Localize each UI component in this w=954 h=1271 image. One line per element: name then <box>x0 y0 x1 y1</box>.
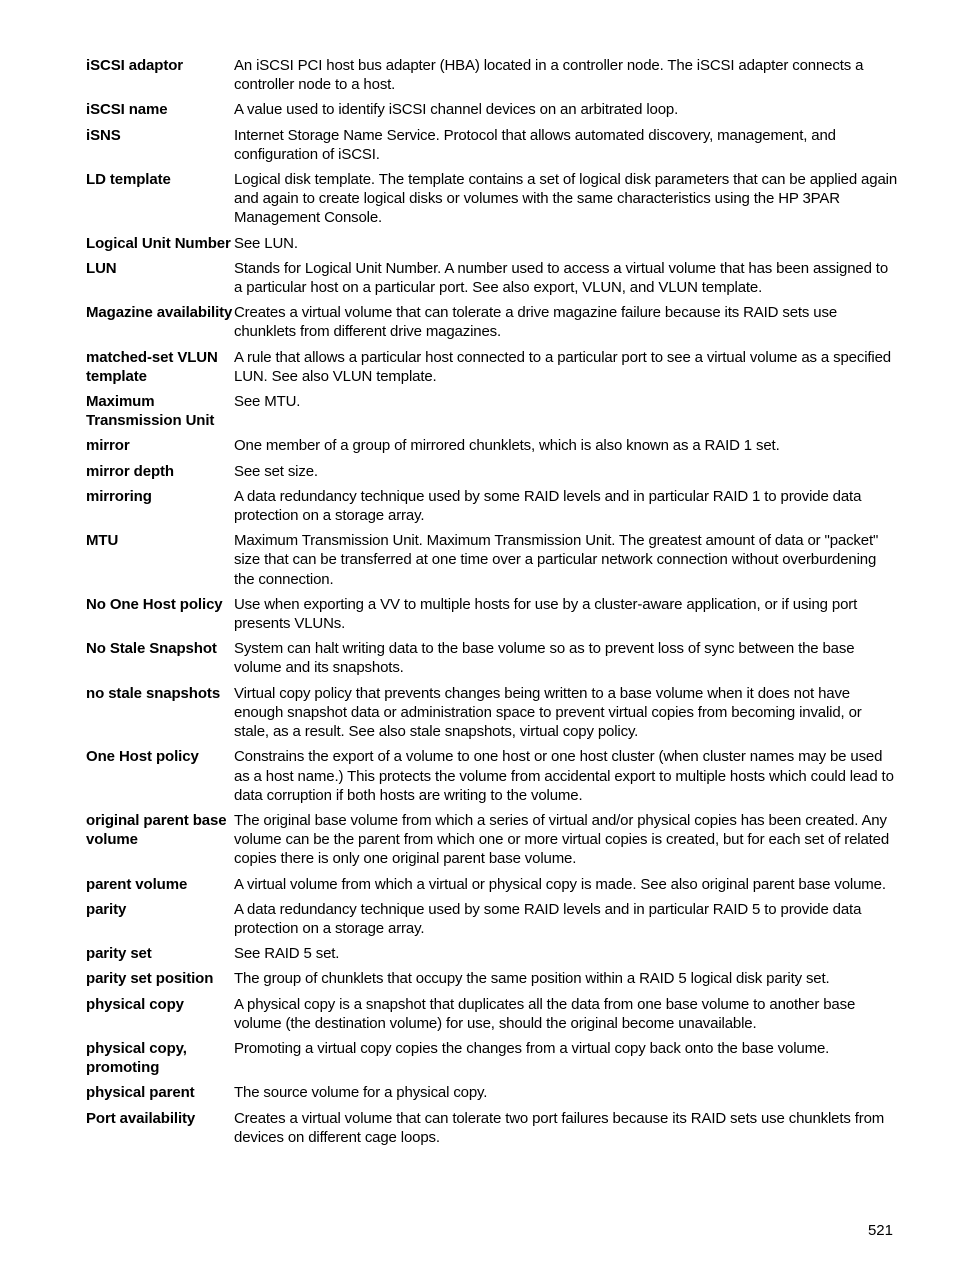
glossary-entry <box>86 392 898 430</box>
glossary-definition: A physical copy is a snapshot that duplicates all the data from one base volume to another base volume (the destination volume) for use, should the original become unavailable. <box>234 995 856 1032</box>
glossary-term: iSNS <box>86 126 121 144</box>
glossary-list <box>86 56 898 1153</box>
glossary-definition: A data redundancy technique used by some RAID levels and in particular RAID 5 to provide data protection on a storage array. <box>234 900 862 937</box>
glossary-term: mirror depth <box>86 462 174 480</box>
glossary-entry <box>86 875 898 894</box>
glossary-entry <box>86 995 898 1033</box>
glossary-definition: See MTU. <box>234 393 301 411</box>
page-number: 521 <box>867 1222 893 1239</box>
glossary-definition: Logical disk template. The template contains a set of logical disk parameters that can be applied again and again to create logical disks or volumes with the same characteristics using the HP 3PAR Management Console. <box>234 171 898 227</box>
glossary-entry <box>86 684 898 742</box>
glossary-definition: A virtual volume from which a virtual or physical copy is made. See also original parent base volume. <box>234 875 886 893</box>
glossary-term: mirror <box>86 437 130 455</box>
glossary-definition: Creates a virtual volume that can tolerate two port failures because its RAID sets use chunklets from devices on different cage loops. <box>234 1109 885 1146</box>
glossary-term: parity set position <box>86 970 214 988</box>
glossary-definition: Virtual copy policy that prevents changes being written to a base volume when it does not have enough snapshot data or administration space to prevent virtual copies from becoming invalid, or stale, as a result. See also stale snapshots, virtual copy policy. <box>234 684 862 741</box>
glossary-term: LUN <box>86 259 117 277</box>
glossary-entry <box>86 126 898 164</box>
glossary-definition: One member of a group of mirrored chunklets, which is also known as a RAID 1 set. <box>234 437 780 455</box>
glossary-term: physical parent <box>86 1084 195 1102</box>
glossary-entry <box>86 56 898 94</box>
glossary-term: matched-set VLUN template <box>86 348 218 385</box>
glossary-definition: See set size. <box>234 462 318 480</box>
glossary-definition: System can halt writing data to the base volume so as to prevent loss of sync between the base volume and its snapshots. <box>234 640 855 677</box>
glossary-entry <box>86 234 898 253</box>
glossary-entry <box>86 462 898 481</box>
glossary-definition: Creates a virtual volume that can tolerate a drive magazine failure because its RAID sets use chunklets from different drive magazines. <box>234 304 838 341</box>
glossary-entry <box>86 259 898 297</box>
glossary-definition: Use when exporting a VV to multiple hosts for use by a cluster-aware application, or if using port presents VLUNs. <box>234 595 858 633</box>
glossary-term: physical copy <box>86 995 184 1013</box>
glossary-term: iSCSI adaptor <box>86 57 184 74</box>
glossary-definition: See RAID 5 set. <box>234 945 340 963</box>
glossary-entry <box>86 900 898 938</box>
glossary-definition: Constrains the export of a volume to one host or one host cluster (when cluster names may be used as a host name.) This protects the volume from accidental export to multiple hosts which could lead to data corruption if both hosts are writing to the volume. <box>234 748 894 804</box>
glossary-definition: Maximum Transmission Unit. Maximum Transmission Unit. The greatest amount of data or "packet" size that can be transferred at one time over a particular network connection without overburdening the connection. <box>234 532 879 588</box>
glossary-term: parity set <box>86 945 152 963</box>
glossary-term: Magazine availability <box>86 304 233 322</box>
glossary-term: parity <box>86 900 127 918</box>
glossary-entry <box>86 1083 898 1102</box>
glossary-term: physical copy, promoting <box>86 1039 187 1077</box>
glossary-definition: The original base volume from which a series of virtual and/or physical copies has been created. Any volume can be the parent from which one or more virtual copies is created, but for each set of related copies there is only one original parent base volume. <box>234 811 890 868</box>
glossary-entry <box>86 969 898 988</box>
glossary-entry <box>86 595 898 633</box>
glossary-definition: Internet Storage Name Service. Protocol that allows automated discovery, management, and configuration of iSCSI. <box>234 126 836 163</box>
glossary-entry <box>86 1109 898 1147</box>
glossary-entry <box>86 100 898 119</box>
glossary-term: iSCSI name <box>86 101 168 119</box>
glossary-definition: An iSCSI PCI host bus adapter (HBA) located in a controller node. The iSCSI adapter connects a controller node to a host. <box>234 57 864 94</box>
glossary-entry <box>86 747 898 805</box>
glossary-entry <box>86 1039 898 1077</box>
glossary-term: mirroring <box>86 487 152 505</box>
glossary-definition: Promoting a virtual copy copies the changes from a virtual copy back onto the base volume. <box>234 1039 830 1057</box>
glossary-term: no stale snapshots <box>86 684 221 702</box>
glossary-definition: A data redundancy technique used by some RAID levels and in particular RAID 1 to provide data protection on a storage array. <box>234 487 862 525</box>
glossary-entry <box>86 170 898 228</box>
glossary-entry <box>86 487 898 525</box>
glossary-entry <box>86 531 898 589</box>
glossary-term: No Stale Snapshot <box>86 640 217 658</box>
glossary-entry <box>86 303 898 341</box>
glossary-entry <box>86 944 898 963</box>
glossary-term: Logical Unit Number <box>86 234 231 252</box>
glossary-entry <box>86 811 898 869</box>
glossary-definition: A value used to identify iSCSI channel devices on an arbitrated loop. <box>234 101 679 119</box>
glossary-entry <box>86 436 898 455</box>
glossary-term: No One Host policy <box>86 595 223 613</box>
glossary-definition: See LUN. <box>234 234 298 252</box>
glossary-term: Port availability <box>86 1109 196 1127</box>
glossary-definition: The group of chunklets that occupy the same position within a RAID 5 logical disk parity set. <box>234 970 830 988</box>
glossary-term: original parent base volume <box>86 811 227 849</box>
glossary-term: MTU <box>86 532 119 550</box>
glossary-term: LD template <box>86 171 171 189</box>
glossary-definition: A rule that allows a particular host connected to a particular port to see a virtual volume as a specified LUN. See also VLUN template. <box>234 348 891 385</box>
glossary-term: One Host policy <box>86 748 199 766</box>
glossary-definition: The source volume for a physical copy. <box>234 1084 488 1102</box>
glossary-term: Maximum Transmission Unit <box>86 393 215 430</box>
glossary-definition: Stands for Logical Unit Number. A number used to access a virtual volume that has been assigned to a particular host on a particular port. See also export, VLUN, and VLUN template. <box>234 259 889 297</box>
glossary-term: parent volume <box>86 875 188 893</box>
glossary-entry <box>86 639 898 677</box>
glossary-entry <box>86 348 898 386</box>
